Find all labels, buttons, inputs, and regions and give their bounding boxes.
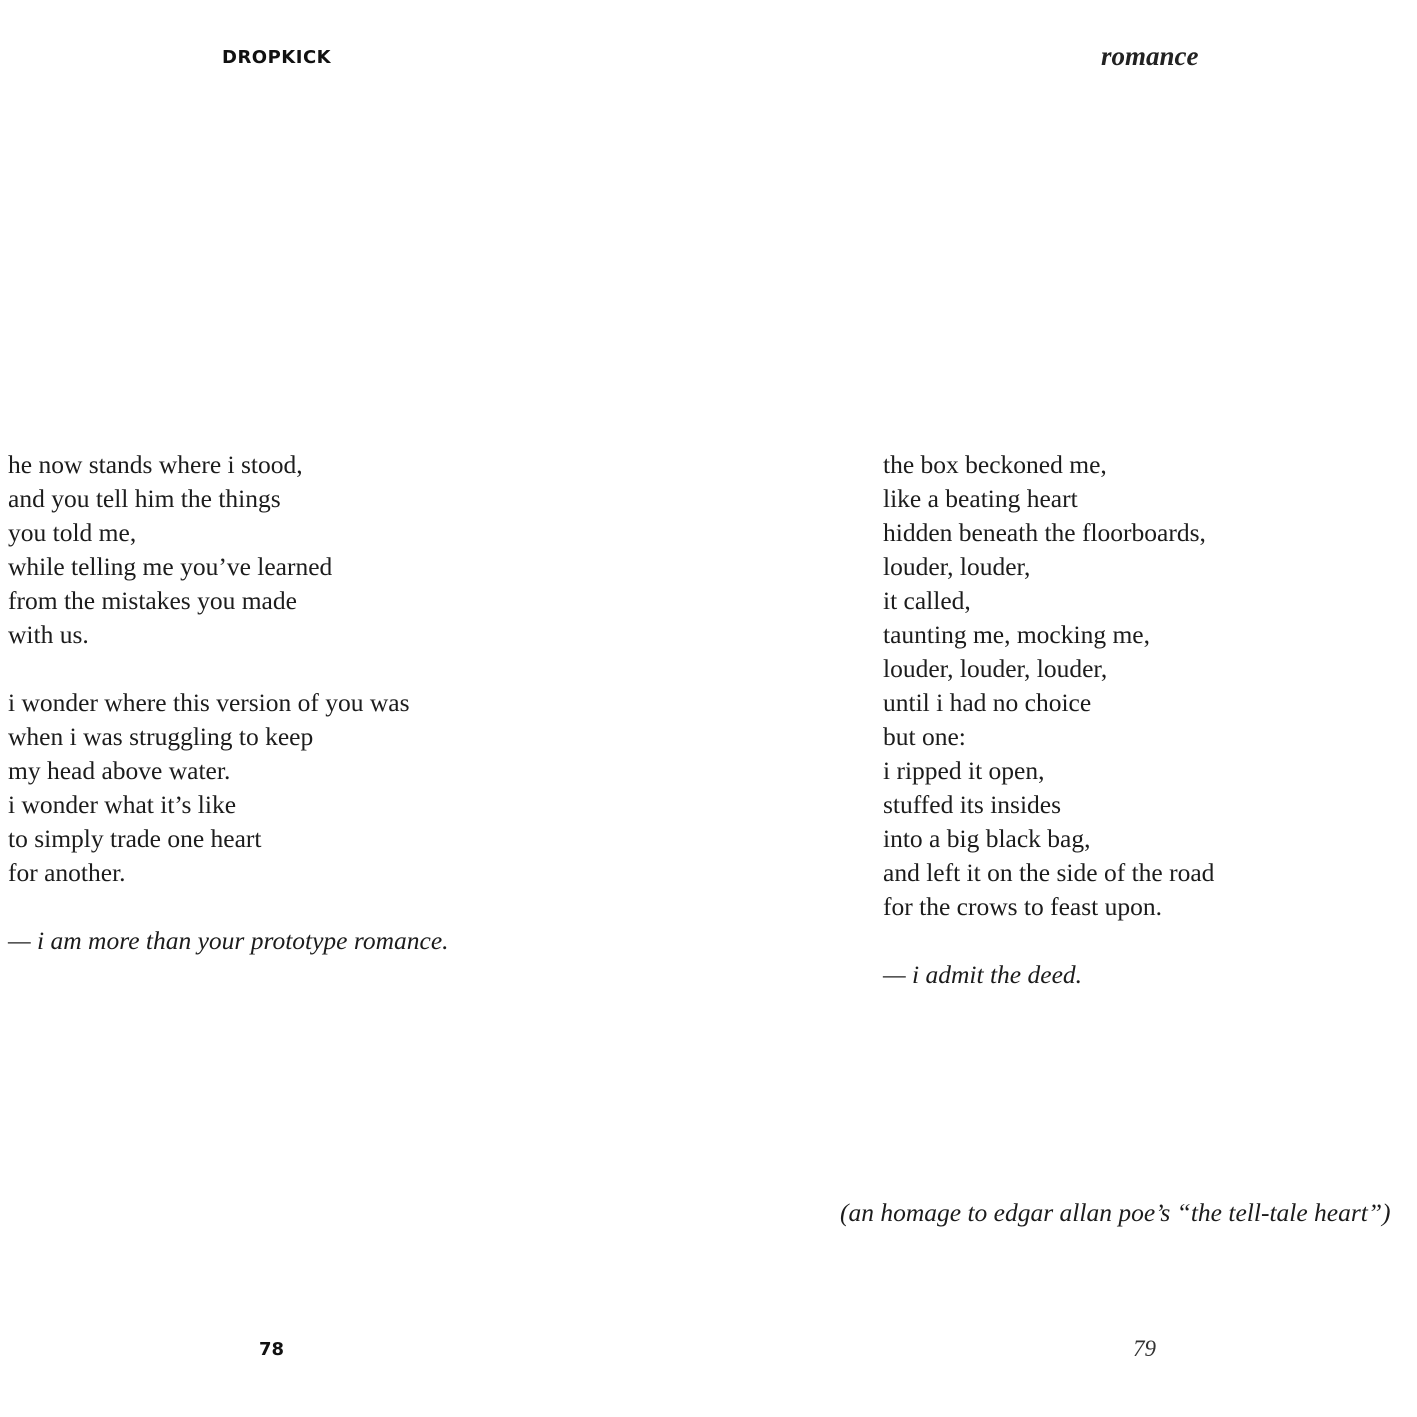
- stanza: [8, 448, 449, 652]
- poem-line: for the crows to feast upon.: [883, 892, 1163, 921]
- poem-line: for another.: [8, 858, 126, 887]
- poem-line: my head above water.: [8, 756, 231, 785]
- poem-line: you told me,: [8, 518, 137, 547]
- poem-right: [883, 448, 1214, 992]
- poem-line: to simply trade one heart: [8, 824, 262, 853]
- poem-line: while telling me you’ve learned: [8, 552, 333, 581]
- poem-line: stuffed its insides: [883, 790, 1062, 819]
- poem-line: into a big black bag,: [883, 824, 1091, 853]
- poem-left: [8, 448, 449, 958]
- poem-line: it called,: [883, 586, 971, 615]
- poem-line: taunting me, mocking me,: [883, 620, 1150, 649]
- poem-line: until i had no choice: [883, 688, 1092, 717]
- poem-line: like a beating heart: [883, 484, 1078, 513]
- running-head-book-title: DROPKICK: [222, 47, 332, 68]
- poem-line: louder, louder,: [883, 552, 1031, 581]
- poem-attribution: — i am more than your prototype romance.: [8, 926, 449, 955]
- poem-attribution: — i admit the deed.: [883, 960, 1083, 989]
- poem-line: i ripped it open,: [883, 756, 1045, 785]
- page-number: 79: [1133, 1336, 1156, 1361]
- running-head-chapter-title: romance: [1101, 41, 1199, 71]
- stanza: [883, 448, 1214, 924]
- stanza: [8, 686, 449, 890]
- poem-line: i wonder where this version of you was: [8, 688, 410, 717]
- page-number: 78: [259, 1339, 285, 1360]
- poem-line: hidden beneath the floorboards,: [883, 518, 1206, 547]
- poem-line: louder, louder, louder,: [883, 654, 1108, 683]
- poem-line: and you tell him the things: [8, 484, 281, 513]
- poem-line: with us.: [8, 620, 89, 649]
- poem-line: and left it on the side of the road: [883, 858, 1215, 887]
- right-page: [708, 0, 1417, 1417]
- poem-line: when i was struggling to keep: [8, 722, 314, 751]
- homage-note: (an homage to edgar allan poe’s “the tell-tale heart”): [840, 1198, 1391, 1227]
- left-page: [0, 0, 708, 1417]
- poem-line: but one:: [883, 722, 966, 751]
- poem-line: from the mistakes you made: [8, 586, 297, 615]
- poem-line: i wonder what it’s like: [8, 790, 237, 819]
- poem-line: he now stands where i stood,: [8, 450, 303, 479]
- poem-line: the box beckoned me,: [883, 450, 1107, 479]
